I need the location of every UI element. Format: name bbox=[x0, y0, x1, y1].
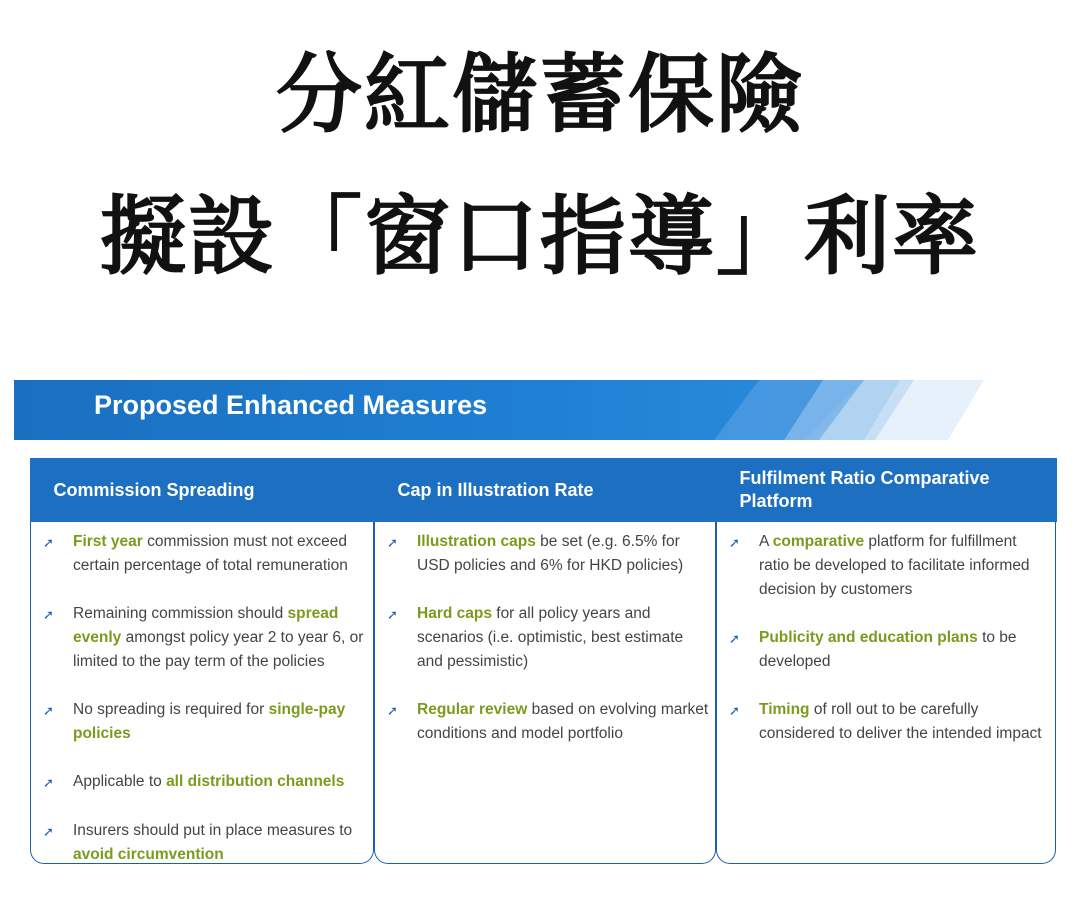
body-text: of roll out to be carefully considered to deliver the intended impact bbox=[759, 701, 1042, 742]
bullet-item bbox=[43, 770, 367, 795]
column-body bbox=[717, 522, 1055, 863]
arrow-bullet-icon: ➚ bbox=[729, 631, 740, 646]
column-commission-spreading bbox=[30, 458, 374, 864]
column-fulfilment-ratio bbox=[716, 458, 1056, 864]
body-text: Applicable to bbox=[73, 773, 167, 790]
bullet-text bbox=[73, 530, 367, 578]
arrow-bullet-icon: ➚ bbox=[387, 607, 398, 622]
arrow-bullet-icon: ➚ bbox=[43, 607, 54, 622]
body-text: A bbox=[759, 533, 773, 550]
bullet-item bbox=[729, 626, 1049, 674]
highlight-text: Regular review bbox=[417, 701, 528, 718]
bullet-text bbox=[759, 698, 1049, 746]
bullet-text bbox=[73, 698, 367, 746]
highlight-text: avoid circumvention bbox=[73, 846, 224, 863]
highlight-text: Publicity and education plans bbox=[759, 629, 978, 646]
column-cap-illustration-rate bbox=[374, 458, 716, 864]
body-text: Insurers should put in place measures to bbox=[73, 822, 353, 839]
bullet-item bbox=[43, 530, 367, 578]
bullet-item bbox=[43, 602, 367, 674]
bullet-item bbox=[387, 698, 709, 746]
arrow-bullet-icon: ➚ bbox=[729, 703, 740, 718]
body-text: to be developed bbox=[759, 629, 1017, 670]
highlight-text: spread evenly bbox=[73, 605, 339, 646]
column-body bbox=[31, 522, 373, 863]
highlight-text: all distribution channels bbox=[166, 773, 345, 790]
bullet-item bbox=[729, 530, 1049, 602]
body-text: for all policy years and scenarios (i.e. optimistic, best estimate and pessimistic) bbox=[417, 605, 684, 670]
bullet-text bbox=[417, 530, 709, 578]
highlight-text: Hard caps bbox=[417, 605, 492, 622]
column-body bbox=[375, 522, 715, 863]
arrow-bullet-icon: ➚ bbox=[729, 535, 740, 550]
arrow-bullet-icon: ➚ bbox=[43, 824, 54, 839]
column-header: Commission Spreading bbox=[30, 458, 375, 522]
headline-line-2: 擬設「窗口指導」利率 bbox=[100, 187, 980, 287]
body-text: based on evolving market conditions and model portfolio bbox=[417, 701, 709, 742]
arrow-bullet-icon: ➚ bbox=[43, 535, 54, 550]
bullet-item bbox=[387, 602, 709, 674]
highlight-text: comparative bbox=[772, 533, 865, 550]
body-text: amongst policy year 2 to year 6, or limited to the pay term of the policies bbox=[73, 629, 364, 670]
bullet-item bbox=[729, 698, 1049, 746]
bullet-text bbox=[759, 530, 1049, 602]
bullet-text bbox=[73, 819, 367, 867]
arrow-bullet-icon: ➚ bbox=[387, 535, 398, 550]
highlight-text: single-pay policies bbox=[73, 701, 346, 742]
column-header: Fulfilment Ratio Comparative Platform bbox=[716, 458, 1057, 522]
bullet-text bbox=[759, 626, 1049, 674]
body-text: commission must not exceed certain percentage of total remuneration bbox=[73, 533, 348, 574]
bullet-item bbox=[43, 819, 367, 867]
body-text: be set (e.g. 6.5% for USD policies and 6% for HKD policies) bbox=[417, 533, 684, 574]
slide-title: Proposed Enhanced Measures bbox=[94, 390, 488, 420]
highlight-text: First year bbox=[73, 533, 143, 550]
headline-line-1: 分紅儲蓄保險 bbox=[276, 45, 804, 145]
highlight-text: Timing bbox=[759, 701, 810, 718]
arrow-bullet-icon: ➚ bbox=[43, 775, 54, 790]
body-text: Remaining commission should bbox=[73, 605, 288, 622]
slide bbox=[14, 374, 1066, 874]
bullet-text bbox=[73, 770, 344, 795]
bullet-text bbox=[417, 602, 709, 674]
bullet-text bbox=[417, 698, 709, 746]
body-text: No spreading is required for bbox=[73, 701, 269, 718]
arrow-bullet-icon: ➚ bbox=[43, 703, 54, 718]
body-text: platform for fulfillment ratio be developed to facilitate informed decision by customers bbox=[759, 533, 1030, 598]
highlight-text: Illustration caps bbox=[417, 533, 536, 550]
bullet-item bbox=[43, 698, 367, 746]
column-header: Cap in Illustration Rate bbox=[374, 458, 717, 522]
bullet-text bbox=[73, 602, 367, 674]
arrow-bullet-icon: ➚ bbox=[387, 703, 398, 718]
bullet-item bbox=[387, 530, 709, 578]
